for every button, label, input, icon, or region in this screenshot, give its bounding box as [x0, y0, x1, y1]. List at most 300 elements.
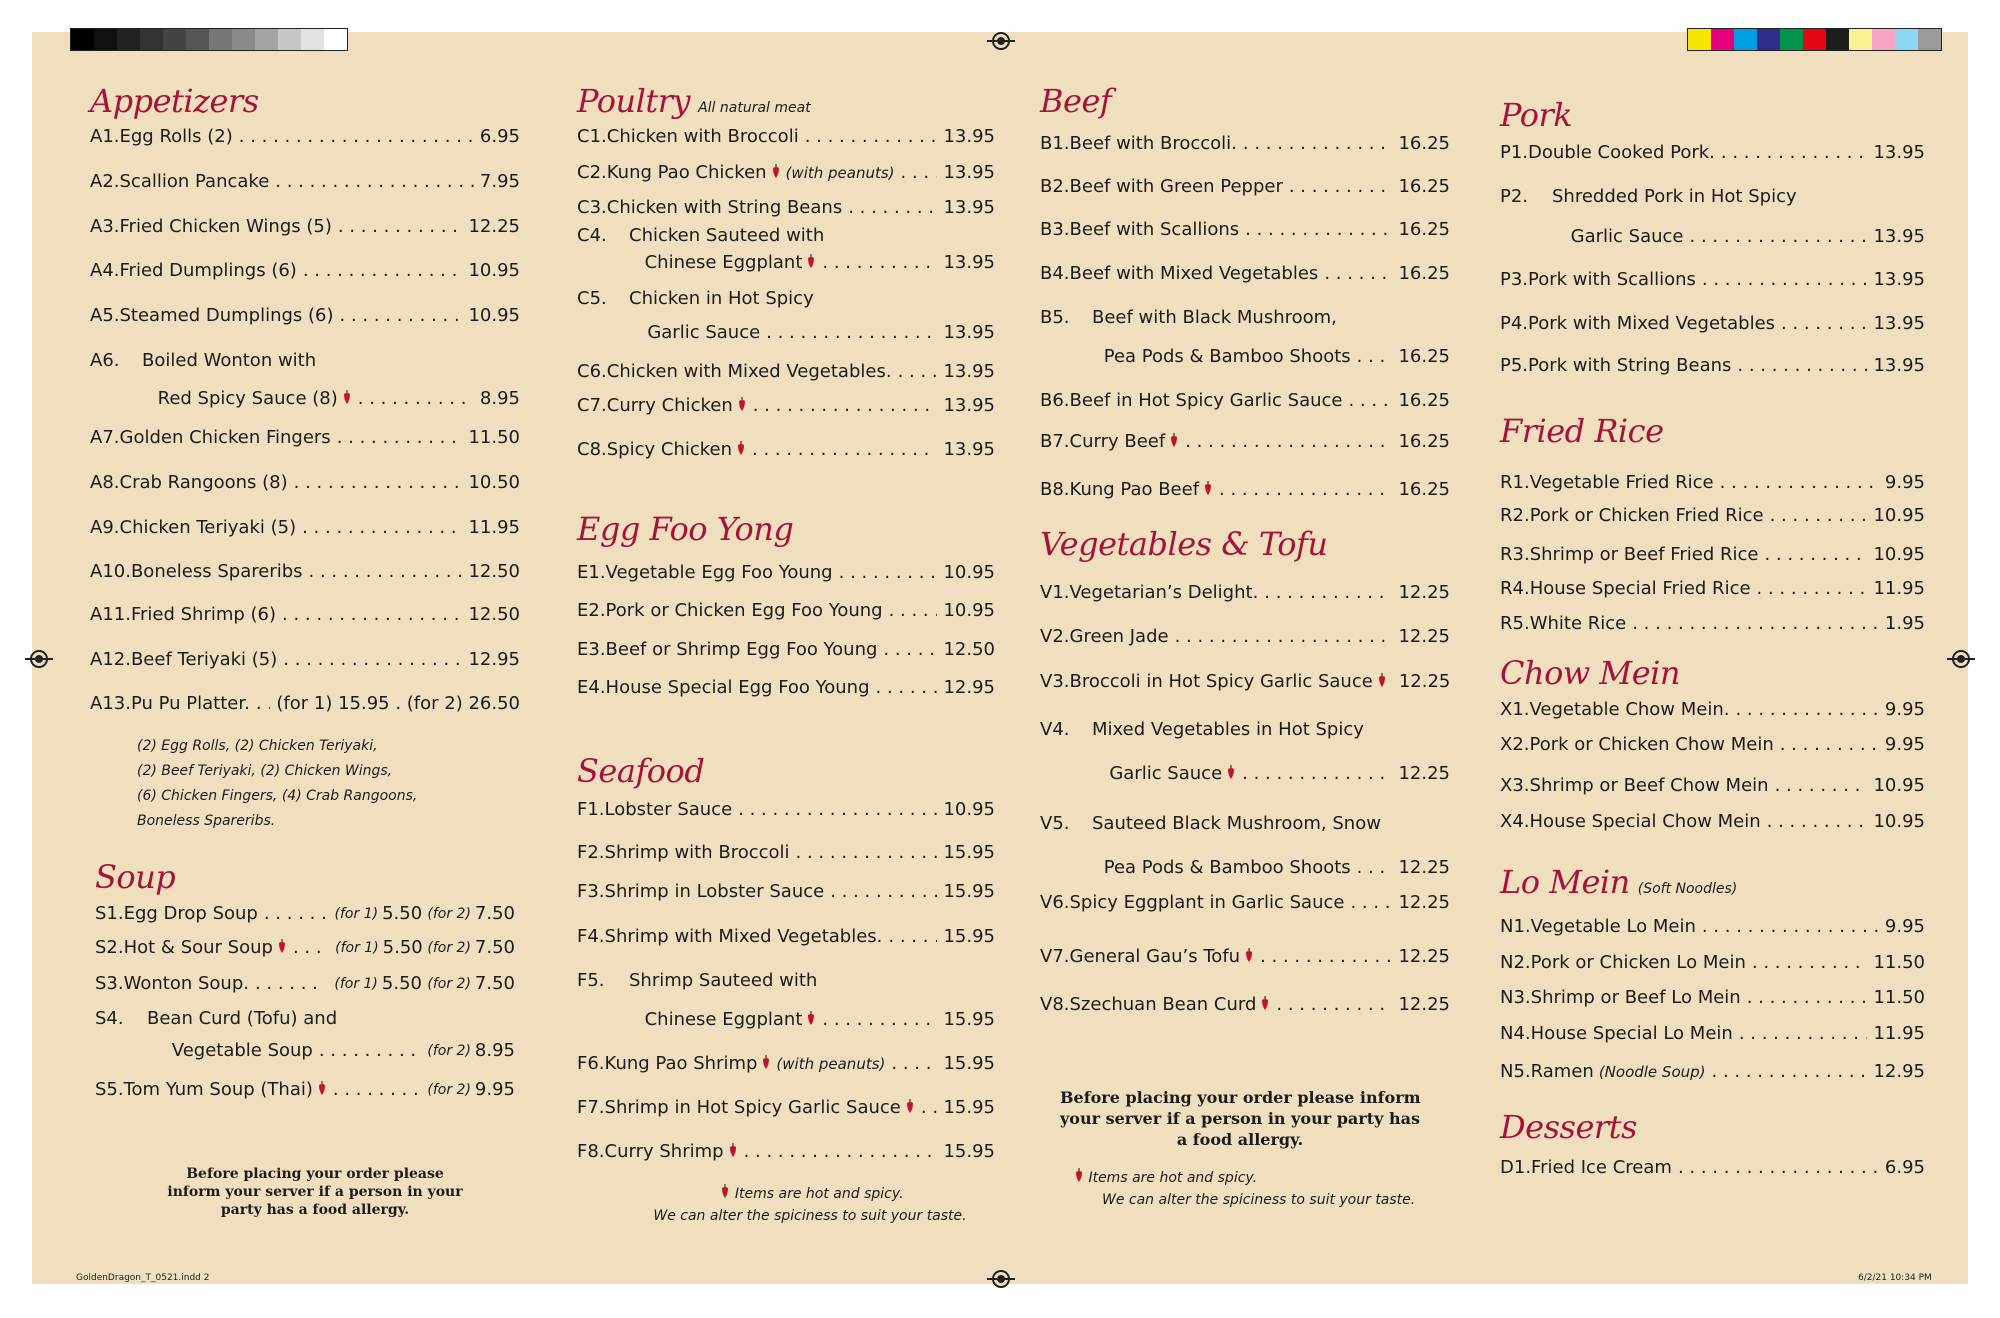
item-name: [120, 427, 331, 449]
item-price: 11.50: [468, 427, 520, 448]
item-code: A12.: [90, 649, 131, 670]
item-name: [1531, 1061, 1706, 1083]
item-name-text: Boneless Spareribs: [130, 561, 303, 582]
item-name-text: Pork with String Beans: [1528, 355, 1732, 376]
leader-dots: [1721, 142, 1868, 164]
item-code: S1.: [95, 903, 124, 924]
item-code: C2.: [577, 162, 607, 183]
item-price: 10.95: [943, 600, 995, 621]
menu-item: [1040, 671, 1450, 693]
leader-dots: [1349, 390, 1393, 412]
section-title-text: Desserts: [1500, 1108, 1637, 1146]
leader-dots: [1690, 226, 1868, 248]
leader-dots: [293, 937, 325, 959]
item-name-text: Beef Teriyaki (5): [130, 649, 278, 670]
item-name: [585, 322, 760, 344]
section-title-text: Beef: [1040, 82, 1112, 120]
item-name: [605, 1097, 915, 1119]
description-line: (2) Beef Teriyaki, (2) Chicken Wings,: [137, 763, 393, 779]
leader-dots: [822, 1009, 937, 1031]
menu-item: [90, 126, 520, 148]
item-name: [1509, 226, 1684, 248]
item-name-text: Curry Chicken: [606, 395, 733, 416]
menu-item: [1040, 813, 1450, 835]
item-name-text: Pork with Scallions: [1528, 269, 1696, 290]
menu-item: [1500, 987, 1925, 1009]
item-code: A6.: [90, 350, 120, 371]
color-swatch: [232, 29, 255, 50]
grayscale-color-bar: [70, 28, 348, 51]
item-name-text: House Special Egg Foo Young: [605, 677, 870, 698]
item-code: [577, 322, 585, 344]
menu-item: [95, 937, 515, 959]
color-swatch: [324, 29, 347, 50]
menu-item: [1040, 346, 1450, 368]
item-price: 12.95: [1873, 1061, 1925, 1082]
leader-dots: [1780, 734, 1879, 756]
section-note: All natural meat: [698, 100, 811, 116]
item-name-text: Shrimp with Broccoli: [604, 842, 790, 863]
item-price: 13.95: [943, 439, 995, 460]
menu-item: [1500, 775, 1925, 797]
item-code: V7.: [1040, 946, 1070, 967]
chili-pepper-icon: [317, 1080, 327, 1096]
allergy-line: Before placing your order please: [186, 1166, 444, 1182]
item-price: 13.95: [1873, 226, 1925, 247]
item-price: 10.95: [1873, 775, 1925, 796]
menu-item: [1040, 626, 1450, 648]
item-name-text: Shrimp in Lobster Sauce: [604, 881, 825, 902]
leader-dots: [1219, 479, 1392, 501]
leader-dots: [1289, 176, 1393, 198]
item-price: 15.95: [943, 1009, 995, 1030]
leader-dots: [752, 439, 937, 461]
spicy-note-center: [640, 1183, 980, 1227]
item-code: D1.: [1500, 1157, 1532, 1178]
item-name-text: Shrimp with Mixed Vegetables.: [604, 926, 883, 947]
menu-item: [1500, 313, 1925, 335]
vegtofu-section-title: [1040, 525, 1327, 563]
leader-dots: [239, 126, 474, 148]
item-name-text: Hot & Sour Soup: [123, 937, 273, 958]
item-name: [1531, 1023, 1733, 1045]
menu-item: [95, 1079, 515, 1101]
leader-dots: [1737, 355, 1867, 377]
item-name-text: Beef with Green Pepper: [1069, 176, 1283, 197]
item-code: B3.: [1040, 219, 1070, 240]
item-price: (for 1) 15.95 . (for 2) 26.50: [276, 693, 520, 714]
item-name-text: Beef with Broccoli.: [1069, 133, 1237, 154]
item-price: 11.50: [1873, 952, 1925, 973]
menu-item: [1040, 263, 1450, 285]
item-code: B7.: [1040, 431, 1070, 452]
color-swatch: [1895, 29, 1918, 50]
item-code: [1040, 763, 1047, 785]
color-swatch: [117, 29, 140, 50]
menu-item: [1500, 1157, 1925, 1179]
item-name: [607, 197, 842, 219]
leader-dots: [876, 677, 938, 699]
menu-item: [577, 395, 995, 417]
menu-item: [577, 439, 995, 461]
item-price: 16.25: [1398, 479, 1450, 500]
menu-item: [90, 693, 520, 715]
item-code: V1.: [1040, 582, 1070, 603]
item-code: S3.: [95, 973, 124, 994]
menu-item: [577, 881, 995, 903]
item-name: [605, 926, 883, 948]
item-price: 13.95: [943, 162, 995, 183]
item-name-text: Chinese Eggplant: [644, 252, 803, 273]
menu-item: [90, 427, 520, 449]
item-code: F1.: [577, 799, 605, 820]
color-swatch: [1734, 29, 1757, 50]
item-name-text: Chicken in Hot Spicy: [629, 288, 814, 309]
item-code: A13.: [90, 693, 131, 714]
portion-label: (for 2): [427, 1043, 471, 1059]
item-name-text: Spicy Eggplant in Garlic Sauce: [1069, 892, 1345, 913]
item-name: [120, 517, 297, 539]
item-name: [120, 472, 288, 494]
item-code: A8.: [90, 472, 120, 493]
portion-label: (for 1): [334, 906, 379, 922]
item-name-text: Golden Chicken Fingers: [119, 427, 331, 448]
menu-item: [1500, 811, 1925, 833]
menu-item: [1040, 719, 1450, 741]
item-name-text: Red Spicy Sauce (8): [157, 388, 338, 409]
item-code: B1.: [1040, 133, 1070, 154]
leader-dots: [1243, 133, 1393, 155]
item-price: 7.50: [474, 903, 515, 924]
menu-item: [577, 799, 995, 821]
leader-dots: [255, 973, 324, 995]
item-code: A10.: [90, 561, 131, 582]
seafood-section-title: [577, 752, 704, 790]
item-name: [606, 562, 833, 584]
item-price: 11.95: [1873, 1023, 1925, 1044]
menu-item: [1040, 219, 1450, 241]
leader-dots: [883, 639, 937, 661]
menu-item: [1500, 226, 1925, 248]
item-name: [1092, 307, 1337, 329]
item-code: P1.: [1500, 142, 1529, 163]
item-code: X1.: [1500, 699, 1530, 720]
leader-dots: [1185, 431, 1392, 453]
menu-item: [1040, 892, 1450, 914]
item-name-text: Pork or Chicken Chow Mein: [1529, 734, 1774, 755]
item-name-text: Pork or Chicken Fried Rice: [1529, 505, 1764, 526]
chili-pepper-icon: [277, 938, 287, 954]
section-title-text: Pork: [1500, 96, 1573, 134]
item-code: S4.: [95, 1008, 124, 1029]
spicy-note-line: Items are hot and spicy.: [1088, 1170, 1258, 1186]
portion-label: (for 1): [334, 976, 378, 992]
item-price: 13.95: [1873, 313, 1925, 334]
item-name-text: Crab Rangoons (8): [119, 472, 288, 493]
leader-dots: [1752, 952, 1868, 974]
item-code: A3.: [90, 216, 120, 237]
menu-item: [90, 649, 520, 671]
item-code: C6.: [577, 361, 607, 382]
item-name: [131, 561, 303, 583]
chili-pepper-icon: [905, 1098, 915, 1114]
leader-dots: [796, 842, 938, 864]
item-name: [1531, 916, 1696, 938]
description-line: (2) Egg Rolls, (2) Chicken Teriyaki,: [137, 738, 378, 754]
item-name: [1070, 263, 1319, 285]
item-code: N1.: [1500, 916, 1531, 937]
item-code: A9.: [90, 517, 120, 538]
item-name: [124, 903, 258, 925]
item-price: 10.95: [943, 562, 995, 583]
spicy-note-line: Items are hot and spicy.: [734, 1186, 904, 1202]
item-code: C3.: [577, 197, 607, 218]
item-price: 13.95: [943, 322, 995, 343]
item-code: E3.: [577, 639, 606, 660]
item-price: 12.25: [1398, 946, 1450, 967]
item-price: 1.95: [1884, 613, 1925, 634]
item-name-text: Shredded Pork in Hot Spicy: [1552, 186, 1797, 207]
item-name: [142, 350, 316, 372]
item-code: A7.: [90, 427, 120, 448]
chili-pepper-icon: [1377, 672, 1387, 688]
portion-label: (for 2): [427, 940, 471, 956]
section-title-text: Chow Mein: [1500, 654, 1680, 692]
leader-dots: [340, 305, 463, 327]
item-name: [1070, 219, 1240, 241]
item-price: 16.25: [1398, 219, 1450, 240]
item-name: [100, 1040, 313, 1062]
item-name: [1530, 613, 1627, 635]
item-name: [1070, 994, 1271, 1016]
leader-dots: [848, 197, 937, 219]
item-price: 12.25: [1398, 626, 1450, 647]
leader-dots: [1324, 263, 1392, 285]
item-price: 9.95: [1884, 472, 1925, 493]
leader-dots: [1242, 763, 1392, 785]
item-name: [131, 693, 250, 715]
item-name: [1530, 734, 1774, 756]
item-price: 16.25: [1398, 431, 1450, 452]
appetizers-section-title: [90, 82, 259, 120]
leader-dots: [358, 388, 474, 410]
allergy-line: Before placing your order please inform: [1060, 1088, 1421, 1107]
item-code: F8.: [577, 1141, 605, 1162]
leader-dots: [738, 799, 937, 821]
item-name-text: House Special Chow Mein: [1529, 811, 1761, 832]
registration-mark-icon: [1952, 650, 1970, 668]
leader-dots: [744, 1141, 938, 1163]
item-price: 12.50: [468, 561, 520, 582]
item-name-text: General Gau’s Tofu: [1069, 946, 1241, 967]
allergy-line: your server if a person in your party has: [1060, 1109, 1420, 1128]
item-name-text: Double Cooked Pork.: [1528, 142, 1715, 163]
item-name: [605, 881, 825, 903]
item-name: [605, 799, 733, 821]
menu-item: [577, 225, 995, 247]
menu-item: [1500, 186, 1925, 208]
item-code: P4.: [1500, 313, 1529, 334]
leader-dots: [1350, 892, 1392, 914]
file-slug: GoldenDragon_T_0521.indd 2: [76, 1273, 210, 1283]
item-price: 7.95: [479, 171, 520, 192]
item-name-text: Vegetable Soup: [171, 1040, 313, 1061]
item-note: (with peanuts): [785, 164, 895, 182]
menu-item: [1500, 952, 1925, 974]
item-name: [607, 395, 747, 417]
item-price: 6.95: [1884, 1157, 1925, 1178]
menu-item: [577, 970, 995, 992]
chili-pepper-icon: [1226, 764, 1236, 780]
color-swatch: [71, 29, 94, 50]
item-price: 5.50: [381, 973, 422, 994]
item-name-text: Beef with Scallions: [1069, 219, 1240, 240]
menu-item: [95, 1040, 515, 1062]
leader-dots: [319, 1040, 418, 1062]
color-swatch: [1711, 29, 1734, 50]
item-name: [120, 305, 334, 327]
item-price: 12.25: [468, 216, 520, 237]
leader-dots: [302, 517, 462, 539]
item-name-text: Chicken Teriyaki (5): [119, 517, 297, 538]
section-note: (Soft Noodles): [1637, 881, 1738, 897]
color-swatch: [140, 29, 163, 50]
item-price: 12.50: [943, 639, 995, 660]
menu-item: [1500, 916, 1925, 938]
color-swatch: [209, 29, 232, 50]
leader-dots: [921, 1097, 938, 1119]
item-name-text: Curry Beef: [1069, 431, 1166, 452]
leader-dots: [1739, 1023, 1868, 1045]
item-name: [605, 1141, 738, 1163]
leader-dots: [1764, 544, 1867, 566]
item-name: [607, 439, 746, 461]
item-name-text: Pork with Mixed Vegetables: [1528, 313, 1776, 334]
item-price: 16.25: [1398, 346, 1450, 367]
item-name: [1528, 355, 1731, 377]
registration-mark-icon: [992, 32, 1010, 50]
item-name-text: Pea Pods & Bamboo Shoots: [1103, 857, 1351, 878]
menu-item: [1500, 142, 1925, 164]
leader-dots: [1720, 472, 1879, 494]
item-name: [629, 288, 814, 310]
item-name: [1070, 671, 1387, 693]
leader-dots: [1757, 578, 1868, 600]
menu-item: [95, 1008, 515, 1030]
item-price: 16.25: [1398, 263, 1450, 284]
menu-item: [1500, 544, 1925, 566]
description-line: Boneless Spareribs.: [137, 813, 276, 829]
color-swatch: [1849, 29, 1872, 50]
item-code: C4.: [577, 225, 607, 246]
item-name-text: Chicken with String Beans: [606, 197, 843, 218]
item-code: R2.: [1500, 505, 1530, 526]
item-price: 8.95: [479, 388, 520, 409]
portion-label: (for 2): [427, 1082, 471, 1098]
item-price: 13.95: [1873, 355, 1925, 376]
item-price: 5.50: [382, 903, 423, 924]
chili-pepper-icon: [806, 1010, 816, 1026]
item-name: [1070, 626, 1169, 648]
item-price: 13.95: [1873, 142, 1925, 163]
item-code: F2.: [577, 842, 605, 863]
item-code: X3.: [1500, 775, 1530, 796]
leader-dots: [1775, 775, 1868, 797]
item-name: [1531, 952, 1746, 974]
item-price: 10.95: [468, 305, 520, 326]
menu-item: [577, 600, 995, 622]
leader-dots: [1735, 699, 1878, 721]
spicy-note-right: [1070, 1167, 1420, 1211]
leader-dots: [282, 604, 462, 626]
item-price: 15.95: [943, 881, 995, 902]
leader-dots: [333, 1079, 418, 1101]
item-name: [583, 1009, 817, 1031]
leader-dots: [338, 216, 463, 238]
item-code: N3.: [1500, 987, 1531, 1008]
item-code: A1.: [90, 126, 120, 147]
item-price: 15.95: [943, 1053, 995, 1074]
leader-dots: [839, 562, 938, 584]
leader-dots: [1781, 313, 1867, 335]
process-color-bar: [1687, 28, 1942, 51]
item-name-text: Ramen: [1530, 1061, 1594, 1082]
item-code: F6.: [577, 1053, 605, 1074]
leader-dots: [1357, 857, 1393, 879]
item-name: [120, 260, 297, 282]
item-name-text: Steamed Dumplings (6): [119, 305, 334, 326]
leader-dots: [1276, 994, 1392, 1016]
item-name-text: Garlic Sauce: [647, 322, 761, 343]
item-code: A4.: [90, 260, 120, 281]
chili-pepper-icon: [761, 1054, 771, 1070]
item-price: 10.95: [943, 799, 995, 820]
item-name: [1530, 775, 1769, 797]
menu-item: [577, 926, 995, 948]
leader-dots: [337, 427, 463, 449]
allergy-line: party has a food allergy.: [220, 1202, 410, 1218]
leader-dots: [303, 260, 463, 282]
item-code: S5.: [95, 1079, 124, 1100]
item-code: E2.: [577, 600, 606, 621]
menu-item: [1040, 857, 1450, 879]
menu-item: [90, 216, 520, 238]
leader-dots: [1260, 946, 1392, 968]
item-name: [1530, 811, 1761, 833]
item-name-text: Garlic Sauce: [1570, 226, 1684, 247]
item-price: 9.95: [1884, 699, 1925, 720]
item-code: P5.: [1500, 355, 1529, 376]
leader-dots: [888, 926, 937, 948]
item-note: (with peanuts): [776, 1055, 886, 1073]
leader-dots: [1245, 219, 1392, 241]
item-price: 7.50: [474, 937, 515, 958]
item-code: X4.: [1500, 811, 1530, 832]
menu-item: [90, 472, 520, 494]
item-code: V3.: [1040, 671, 1070, 692]
item-code: V2.: [1040, 626, 1070, 647]
item-name-text: Pu Pu Platter.: [130, 693, 250, 714]
item-code: B5.: [1040, 307, 1070, 328]
leader-dots: [822, 252, 937, 274]
color-swatch: [1872, 29, 1895, 50]
item-name: [606, 677, 870, 699]
item-price: 11.95: [1873, 578, 1925, 599]
item-code: N2.: [1500, 952, 1531, 973]
item-name-text: Shrimp or Beef Fried Rice: [1529, 544, 1759, 565]
item-name: [1070, 892, 1345, 914]
menu-item: [577, 197, 995, 219]
